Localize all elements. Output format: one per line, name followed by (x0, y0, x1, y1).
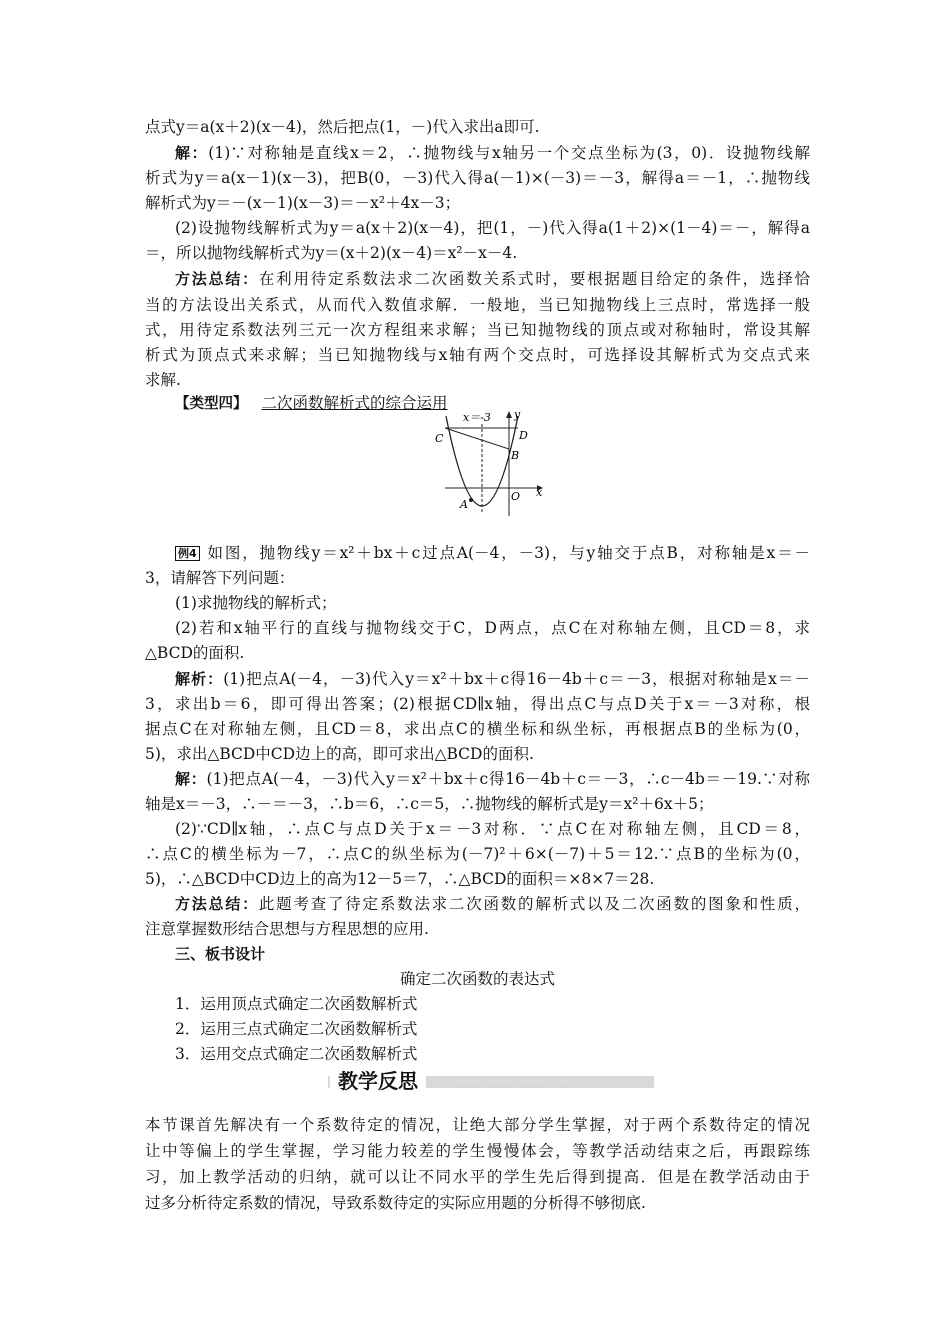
example4-q2a: (2)若和x轴平行的直线与抛物线交于C，D两点，点C在对称轴左侧，且CD＝8，求 (175, 619, 810, 637)
example4-line1: 例4 如图，抛物线y＝x²＋bx＋c过点A(－4，－3)，与y轴交于点B，对称轴是x＝－ (175, 542, 810, 564)
line-cb (445, 428, 509, 449)
solution3-line5: ＝，所以抛物线解析式为y＝(x＋2)(x－4)＝x²－x－4. (145, 244, 518, 262)
reflection-banner (328, 1068, 654, 1094)
summary4-line1: 方法总结：此题考查了待定系数法求二次函数的解析式以及二次函数的图象和性质， (175, 895, 810, 913)
summary3-line5: 求解. (145, 371, 181, 389)
solution3-line2: 析式为y＝a(x－1)(x－3)，把B(0，－3)代入得a(－1)×(－3)＝－3，解得a＝－1，∴抛物线 (145, 169, 810, 187)
category-tag: 【类型四】 (175, 396, 248, 412)
reflection-line3: 习，加上教学活动的归纳，就可以让不同水平的学生先后得到提高．但是在教学活动由于 (145, 1168, 810, 1186)
solution4-line1: 解：(1)把点A(－4，－3)代入y＝x²＋bx＋c得16－4b＋c＝－3，∴c－4b＝－19.∵对称 (175, 770, 810, 788)
summary-label: 方法总结： (175, 895, 259, 913)
y-label: y (514, 408, 521, 421)
analysis4-line4: 5)，求出△BCD中CD边上的高，即可求出△BCD的面积. (145, 745, 534, 763)
board-title: 确定二次函数的表达式 (399, 970, 555, 988)
parabola-figure (425, 408, 555, 520)
banner-dots: ····························· (442, 1078, 574, 1087)
solution4-line2: 轴是x＝－3，∴－＝－3，∴b＝6，∴c＝5，∴抛物线的解析式是y＝x²＋6x＋5； (145, 795, 714, 813)
solution3-line4: (2)设抛物线解析式为y＝a(x＋2)(x－4)，把(1，－)代入得a(1＋2)×(1－4)＝－，解得a (175, 219, 810, 237)
axis-label: x＝-3 (463, 411, 491, 424)
summary4-line2: 注意掌握数形结合思想与方程思想的应用. (145, 920, 429, 938)
paragraph-line: 点式y＝a(x＋2)(x－4)，然后把点(1，－)代入求出a即可. (145, 118, 540, 136)
x-label: x (536, 486, 543, 499)
reflection-line4: 过多分析待定系数的情况，导致系数待定的实际应用题的分析得不够彻底. (145, 1194, 646, 1212)
reflection-line1: 本节课首先解决有一个系数待定的情况，让绝大部分学生掌握，对于两个系数待定的情况 (145, 1116, 810, 1134)
analysis-label: 解析： (175, 670, 224, 688)
reflection-heading: 教学反思 (330, 1068, 426, 1094)
example4-q1: (1)求抛物线的解析式； (175, 594, 337, 612)
analysis4-line3: 据点C在对称轴左侧，且CD＝8，求出点C的横坐标和纵坐标，再根据点B的坐标为(0， (145, 720, 810, 738)
example4-q2b: △BCD的面积. (145, 644, 245, 662)
y-axis-arrow (506, 411, 512, 418)
solution-label: 解： (175, 144, 209, 162)
b-label: B (511, 449, 520, 462)
d-label: D (519, 429, 528, 442)
solution4-line3: (2)∵CD∥x轴，∴点C与点D关于x＝－3对称．∵点C在对称轴左侧，且CD＝8， (175, 820, 810, 838)
solution-label: 解： (175, 770, 207, 788)
board-item: 1．运用顶点式确定二次函数解析式 (175, 995, 418, 1013)
a-label: A (460, 498, 468, 511)
solution4-line4: ∴点C的横坐标为－7，∴点C的纵坐标为(－7)²＋6×(－7)＋5＝12.∵点B的坐标为(0， (145, 845, 810, 863)
c-label: C (435, 432, 444, 445)
solution3-line3: 解析式为y＝－(x－1)(x－3)＝－x²＋4x－3； (145, 194, 461, 212)
summary3-line3: 式，用待定系数法列三元一次方程组来求解；当已知抛物线的顶点或对称轴时，常设其解 (145, 321, 810, 339)
category-title: 二次函数解析式的综合运用 (261, 394, 448, 412)
point-a (469, 498, 473, 502)
solution4-line5: 5)，∴△BCD中CD边上的高为12－5＝7，∴△BCD的面积＝×8×7＝28. (145, 870, 655, 888)
example4-line2: 3，请解答下列问题： (145, 569, 295, 587)
category-heading (175, 392, 448, 415)
summary3-line4: 析式为顶点式来求解；当已知抛物线与x轴有两个交点时，可选择设其解析式为交点式来 (145, 346, 810, 364)
solution3-line1: 解：(1)∵对称轴是直线x＝2，∴抛物线与x轴另一个交点坐标为(3，0)．设抛物线解 (175, 144, 810, 162)
section3-heading: 三、板书设计 (175, 945, 266, 963)
analysis4-line2: 3，求出b＝6，即可得出答案；(2)根据CD∥x轴，得出点C与点D关于x＝－3对称，根 (145, 695, 810, 713)
summary3-line1: 方法总结：在利用待定系数法求二次函数关系式时，要根据题目给定的条件，选择恰 (175, 270, 810, 288)
reflection-line2: 让中等偏上的学生掌握，学习能力较差的学生慢慢体会，等教学活动结束之后，再跟踪练 (145, 1142, 810, 1160)
board-item: 2．运用三点式确定二次函数解析式 (175, 1020, 418, 1038)
o-label: O (511, 490, 521, 503)
board-item: 3．运用交点式确定二次函数解析式 (175, 1045, 418, 1063)
summary-label: 方法总结： (175, 270, 259, 288)
example-badge: 例4 (175, 546, 200, 561)
analysis4-line1: 解析：(1)把点A(－4，－3)代入y＝x²＋bx＋c得16－4b＋c＝－3，根据对称轴是x＝－ (175, 670, 810, 688)
summary3-line2: 当的方法设出关系式，从而代入数值求解．一般地，当已知抛物线上三点时，常选择一般 (145, 296, 810, 314)
